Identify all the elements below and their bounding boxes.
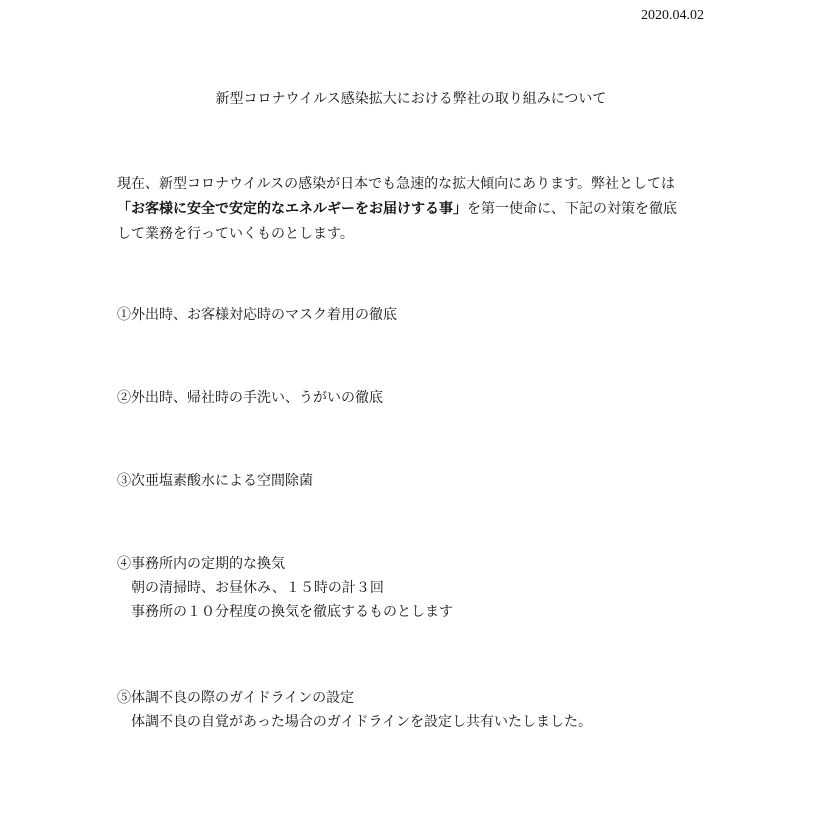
measure-heading: ②外出時、帰社時の手洗い、うがいの徹底 [117, 390, 383, 406]
intro-line-2-rest: を第一使命に、下記の対策を徹底 [467, 201, 677, 217]
document-date: 2020.04.02 [641, 8, 704, 23]
measure-detail: 体調不良の自覚があった場合のガイドラインを設定し共有いたしました。 [131, 714, 593, 730]
measure-heading: ①外出時、お客様対応時のマスク着用の徹底 [117, 307, 397, 323]
measure-heading: ③次亜塩素酸水による空間除菌 [117, 473, 313, 489]
intro-emphasis: 「お客様に安全で安定的なエネルギーをお届けする事」 [117, 201, 467, 217]
measure-heading: ④事務所内の定期的な換気 [117, 556, 285, 572]
measure-item-3 [117, 469, 717, 493]
intro-line-1: 現在、新型コロナウイルスの感染が日本でも急速的な拡大傾向にあります。弊社としては [117, 176, 676, 192]
intro-line-3: して業務を行っていくものとします。 [117, 226, 354, 242]
measure-item-2 [117, 386, 717, 410]
measure-detail: 事務所の１０分程度の換気を徹底するものとします [131, 604, 453, 620]
measure-item-4 [117, 552, 717, 624]
measure-heading: ⑤体調不良の際のガイドラインの設定 [117, 690, 355, 706]
document-title: 新型コロナウイルス感染拡大における弊社の取り組みについて [215, 91, 607, 107]
intro-line-2 [117, 197, 717, 222]
intro-paragraph [117, 172, 717, 247]
measure-item-1 [117, 303, 717, 327]
measure-detail: 朝の清掃時、お昼休み、１５時の計３回 [131, 580, 384, 596]
measure-item-5 [117, 686, 717, 734]
